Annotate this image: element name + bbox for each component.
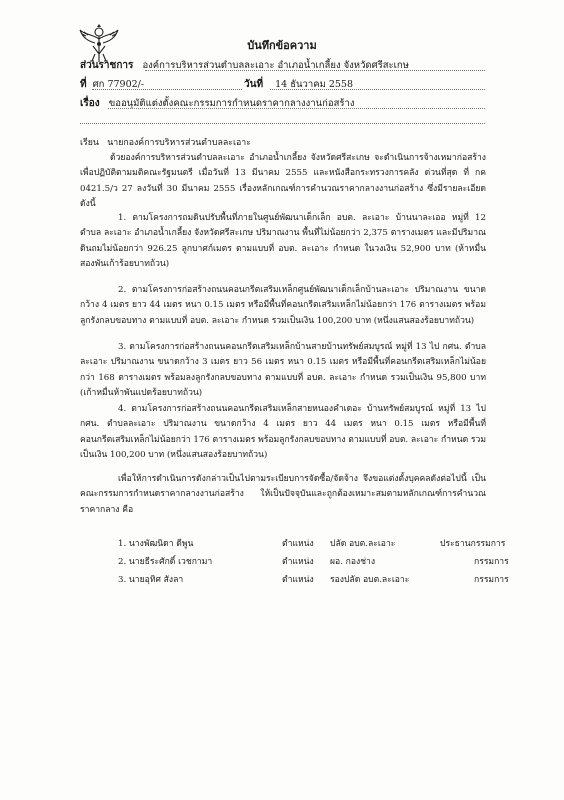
intro-paragraph: ด้วยองค์การบริหารส่วนตำบลละเอาะ อำเภอน้ำเกลี้ยง จังหวัดศรีสะเกษ จะดำเนินการจ้างเหมาก่อสร้าง เพื่อปฏิบัติตามมติคณะรัฐมนตรี เมื่อวันที่ 13 มีนาคม 2555 และหนังสือกระทรวงการคลัง ด่วนที่สุด ที่ กค 0421.5/ว 27 ลงวันที่ 30 มีนาคม 2555 เรื่องหลักเกณฑ์การคำนวณราคากลางงานก่อสร้าง ซึ่งมีรายละเอียดดังนี้ xyxy=(80,153,486,210)
member-name: 2. นายธีระศักดิ์ เวชกามา xyxy=(118,557,213,567)
salutation-label: เรียน xyxy=(80,138,99,148)
committee-member-row xyxy=(0,536,564,550)
committee-member-row xyxy=(0,572,564,586)
ref-value: ศก 77902/- xyxy=(92,79,145,90)
date-label: วันที่ xyxy=(244,79,264,90)
closing-paragraph: เพื่อให้การดำเนินการดังกล่าวเป็นไปตามระเบียบการจัดซื้อ/จัดจ้าง จึงขอแต่งตั้งบุคคลดังต่อไปนี้ เป็นคณะกรรมการกำหนดราคากลางงานก่อสร้าง ให้เป็นปัจจุบันและถูกต้องเหมาะสมตามหลักเกณฑ์การคำนวณราคากลาง คือ xyxy=(80,474,486,515)
member-name: 3. นายอุทิศ สังลา xyxy=(118,575,184,585)
member-position: รองปลัด อบต.ละเอาะ xyxy=(330,575,410,585)
header-separator xyxy=(80,123,485,124)
date-value: 14 ธันวาคม 2558 xyxy=(275,79,354,90)
member-position: ผอ. กองช่าง xyxy=(330,557,376,567)
salutation xyxy=(80,135,251,149)
member-position: ปลัด อบต.ละเอาะ xyxy=(330,539,396,549)
salutation-value: นายกองค์การบริหารส่วนตำบลละเอาะ xyxy=(107,138,251,148)
agency-label: ส่วนราชการ xyxy=(80,60,134,71)
item-4-paragraph: 4. ตามโครงการก่อสร้างถนนคอนกรีตเสริมเหล็กสายหนองคำเดอะ บ้านทรัพย์สมบูรณ์ หมู่ที่ 13 ไป กศน. ตำบลละเอาะ ปริมาณงาน ขนาดกว้าง 4 เมตร ยาว 44 เมตร หนา 0.15 เมตร หรือมีพื้นที่คอนกรีตเสริมเหล็กไม่น้อยกว่า 176 ตารางเมตร พร้อมลูกรังกลบขอบทาง ตามแบบที่ อบต. ละเอาะ กำหนด รวมเป็นเงิน 100,200 บาท (หนึ่งแสนสองร้อยบาทถ้วน) xyxy=(80,404,487,461)
item-1-paragraph: 1. ตามโครงการถมดินปรับพื้นที่ภายในศูนย์พัฒนาเด็กเล็ก อบต. ละเอาะ บ้านนาละเออ หมู่ที่ 12 ตำบล ละเอาะ อำเภอน้ำเกลี้ยง จังหวัดศรีสะเกษ ปริมาณงาน พื้นที่ไม่น้อยกว่า 2,375 ตารางเมตร และมีปริมาณดินถมไม่น้อยกว่า 926.25 ลูกบาศก์เมตร ตามแบบที่ อบต. ละเอาะ กำหนด ในวงเงิน 52,900 บาท (ห้าหมื่นสองพันเก้าร้อยบาทถ้วน) xyxy=(80,213,486,270)
subject-dotline xyxy=(108,108,485,109)
agency-dotline xyxy=(145,70,485,71)
committee-member-row xyxy=(0,554,564,568)
member-role: กรรมการ xyxy=(474,575,509,585)
member-role: ประธานกรรมการ xyxy=(440,539,506,549)
date-dotline xyxy=(270,89,485,90)
member-position-label: ตำแหน่ง xyxy=(282,557,314,567)
item-3-paragraph: 3. ตามโครงการก่อสร้างถนนคอนกรีตเสริมเหล็กบ้านสายบ้านทรัพย์สมบูรณ์ หมู่ที่ 13 ไป กศน. ตำบล ละเอาะ ปริมาณงาน ขนาดกว้าง 3 เมตร ยาว 56 เมตร หนา 0.15 เมตร หรือมีพื้นที่คอนกรีตเสริมเหล็กไม่น้อยกว่า 168 ตารางเมตร พร้อมลงลูกรังกลบขอบทาง ตามแบบที่ อบต. ละเอาะ กำหนด รวมเป็นเงิน 95,800 บาท (เก้าหมื่นห้าพันแปดร้อยบาทถ้วน) xyxy=(80,342,486,399)
member-name: 1. นางพัฒนิดา ดีพูน xyxy=(118,539,194,549)
agency-value: องค์การบริหารส่วนตำบลละเอาะ อำเภอน้ำเกลี้ยง จังหวัดศรีสะเกษ xyxy=(142,60,409,71)
subject-label: เรื่อง xyxy=(80,98,100,109)
ref-label: ที่ xyxy=(80,79,87,90)
member-role: กรรมการ xyxy=(474,557,509,567)
member-position-label: ตำแหน่ง xyxy=(282,539,314,549)
member-position-label: ตำแหน่ง xyxy=(282,575,314,585)
item-2-paragraph: 2. ตามโครงการก่อสร้างถนนคอนกรีตเสริมเหล็กศูนย์พัฒนาเด็กเล็กบ้านละเอาะ ปริมาณงาน ขนาดกว้าง 4 เมตร ยาว 44 เมตร หนา 0.15 เมตร หรือมีพื้นที่คอนกรีตเสริมเหล็กไม่น้อยกว่า 176 ตารางเมตร พร้อมลูกรังกลบขอบทาง ตามแบบที่ อบต. ละเอาะ กำหนด รวมเป็นเงิน 100,200 บาท (หนึ่งแสนสองร้อยบาทถ้วน) xyxy=(80,285,486,326)
memo-title: บันทึกข้อความ xyxy=(247,39,317,52)
subject-value: ขออนุมัติแต่งตั้งคณะกรรมการกำหนดราคากลางงานก่อสร้าง xyxy=(108,98,355,109)
ref-dotline xyxy=(92,89,242,90)
